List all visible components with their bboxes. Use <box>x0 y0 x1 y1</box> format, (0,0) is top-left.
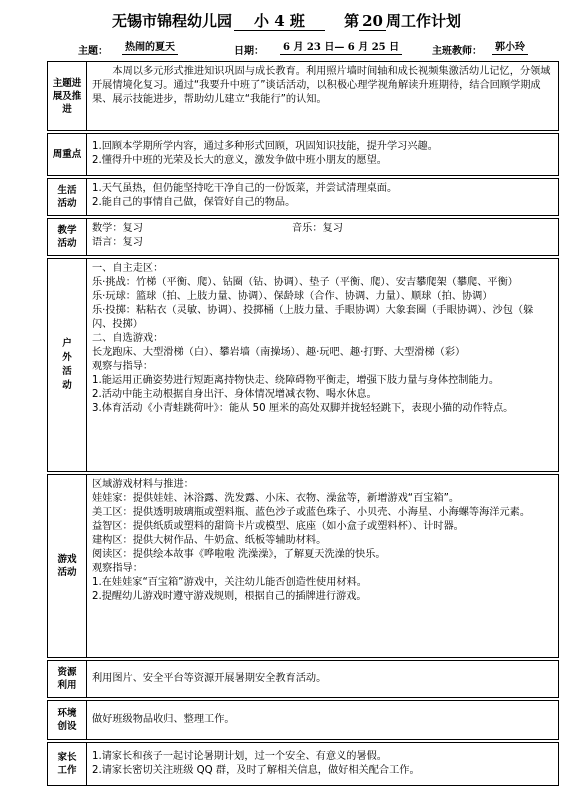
cell-outdoor <box>87 259 559 472</box>
row-life <box>48 179 559 216</box>
outdoor-line: 二、自选游戏： <box>92 333 164 344</box>
parents-item: 2.请家长密切关注班级 QQ 群，及时了解相关信息，做好相关配合工作。 <box>92 765 420 776</box>
teaching-line-1 <box>92 222 553 236</box>
label-line: 生活 <box>57 185 77 196</box>
week-word: 第 <box>344 12 360 30</box>
label-char: 外 <box>62 352 72 363</box>
cell-intro <box>87 62 559 131</box>
label-char: 户 <box>62 338 72 349</box>
teacher-label: 主班教师： <box>432 46 482 57</box>
date-value: 6 月 23 日— 6 月 25 日 <box>280 42 402 55</box>
label-environment <box>48 701 87 740</box>
page-title <box>0 10 573 31</box>
label-line: 进 <box>62 103 72 115</box>
label-resources <box>48 661 87 698</box>
row-outdoor <box>48 259 559 472</box>
parents-item: 1.请家长和孩子一起讨论暑期计划，过一个安全、有意义的暑假。 <box>92 751 387 762</box>
label-focus: 周重点 <box>48 134 87 176</box>
resources-text: 利用图片、安全平台等资源开展暑期安全教育活动。 <box>92 673 327 684</box>
row-parents <box>48 743 559 786</box>
label-outdoor <box>48 259 87 472</box>
date-label: 日期： <box>234 46 264 57</box>
games-line: 美工区：提供透明玻璃瓶或塑料瓶、蓝色沙子或蓝色珠子、小贝壳、小海星、小海螺等海洋元素。 <box>92 507 531 518</box>
label-games <box>48 475 87 658</box>
row-resources <box>48 661 559 698</box>
label-line: 活动 <box>57 238 77 249</box>
outdoor-line: 长龙跑床、大型滑梯（白）、攀岩墙（南操场）、趣·玩吧、趣·打野、大型滑梯（彩） <box>92 347 466 358</box>
life-item: 1.天气虽热，但仍能坚持吃干净自己的一份饭菜，并尝试清理桌面。 <box>92 183 398 194</box>
outdoor-line: 乐·挑战：竹梯（平衡、爬）、钻圈（钻、协调）、垫子（平衡、爬）、安吉攀爬架（攀爬、平衡） <box>92 277 518 288</box>
games-line: 建构区：提供大树作品、牛奶盒、纸板等辅助材料。 <box>92 535 327 546</box>
class-name: 小 4 班 <box>234 13 325 31</box>
outdoor-line: 乐·投掷：粘粘衣（灵敏、协调）、投掷桶（上肢力量、手眼协调）大象套圈（手眼协调）、沙包（躲闪、投掷） <box>92 305 534 330</box>
row-games <box>48 475 559 658</box>
cell-teaching <box>87 219 559 256</box>
outdoor-line: 一、自主走区： <box>92 263 164 274</box>
label-char: 动 <box>62 380 72 391</box>
cell-resources <box>87 661 559 698</box>
cell-parents <box>87 743 559 786</box>
label-parents <box>48 743 87 786</box>
row-environment <box>48 701 559 740</box>
games-line: 观察指导： <box>92 563 143 574</box>
week-number: 20 <box>359 13 386 31</box>
label-line: 活动 <box>57 567 77 578</box>
life-item: 2.能自己的事情自己做，保管好自己的物品。 <box>92 197 296 208</box>
theme-value: 热闹的夏天 <box>122 42 178 55</box>
label-char: 活 <box>62 366 72 377</box>
label-line: 创设 <box>57 721 77 732</box>
label-line: 游戏 <box>57 554 77 565</box>
label-line: 工作 <box>57 765 77 776</box>
weekly-plan-table <box>47 61 559 786</box>
teaching-math: 数学：复习 <box>92 223 143 234</box>
label-line: 利用 <box>57 680 77 691</box>
games-line: 娃娃家：提供娃娃、沐浴露、洗发露、小床、衣物、澡盆等，新增游戏“百宝箱”。 <box>92 493 460 504</box>
label-line: 环境 <box>57 708 77 719</box>
outdoor-line: 2.活动中能主动根据自身出汗、身体情况增减衣物、喝水休息。 <box>92 389 377 400</box>
games-line: 区域游戏材料与推进： <box>92 479 194 490</box>
focus-item: 2.懂得升中班的光荣及长大的意义，激发争做中班小朋友的愿望。 <box>92 155 387 166</box>
row-teaching <box>48 219 559 256</box>
label-life <box>48 179 87 216</box>
label-line: 展及推 <box>52 90 82 102</box>
environment-text: 做好班级物品收归、整理工作。 <box>92 714 235 725</box>
intro-text: 本周以多元形式推进知识巩固与成长教育。利用照片墙时间轴和成长视频集激活幼儿记忆，分领域开展情境化复习。通过“我要升中班了”谈话活动，以积极心理学视角解读升班期待，结合回顾学期成果、展示技能进步，帮助幼儿建立“我能行”的认知。 <box>92 66 551 105</box>
label-intro <box>48 62 87 131</box>
outdoor-line: 观察与指导： <box>92 361 154 372</box>
row-focus <box>48 134 559 176</box>
kindergarten-name: 无锡市锦程幼儿园 <box>111 12 232 30</box>
label-teaching <box>48 219 87 256</box>
outdoor-line: 1.能运用正确姿势进行短距离持物快走、绕障碍物平衡走，增强下肢力量与身体控制能力。 <box>92 375 500 386</box>
label-line: 活动 <box>57 198 77 209</box>
focus-item: 1.回顾本学期所学内容，通过多种形式回顾，巩固知识技能，提升学习兴趣。 <box>92 141 438 152</box>
games-line: 1.在娃娃家“百宝箱”游戏中，关注幼儿能否创造性使用材料。 <box>92 577 367 588</box>
theme-label: 主题： <box>78 46 108 57</box>
title-suffix: 周工作计划 <box>386 12 462 30</box>
label-line: 家长 <box>57 752 77 763</box>
cell-focus <box>87 134 559 176</box>
games-line: 益智区：提供纸质或塑料的甜筒卡片或模型、底座（如小盒子或塑料杯）、计时器。 <box>92 521 464 532</box>
label-line: 教学 <box>57 225 77 236</box>
games-line: 阅读区：提供绘本故事《哗啦啦 洗澡澡》，了解夏天洗澡的快乐。 <box>92 549 386 560</box>
games-line: 2.提醒幼儿游戏时遵守游戏规则，根据自己的插牌进行游戏。 <box>92 591 367 602</box>
outdoor-line: 3.体育活动《小青蛙跳荷叶》：能从 50 厘米的高处双脚并拢轻轻跳下，表现小猫的动作特点。 <box>92 403 514 414</box>
row-intro <box>48 62 559 131</box>
outdoor-line: 乐·玩球：篮球（拍、上肢力量、协调）、保龄球（合作、协调、力量）、顺球（拍、协调） <box>92 291 493 302</box>
cell-life <box>87 179 559 216</box>
cell-environment <box>87 701 559 740</box>
cell-games <box>87 475 559 658</box>
label-line: 主题进 <box>52 77 82 89</box>
teaching-music: 音乐：复习 <box>292 223 343 234</box>
teacher-value: 郭小玲 <box>492 42 528 55</box>
label-line: 资源 <box>57 667 77 678</box>
teaching-language: 语言：复习 <box>92 237 143 248</box>
